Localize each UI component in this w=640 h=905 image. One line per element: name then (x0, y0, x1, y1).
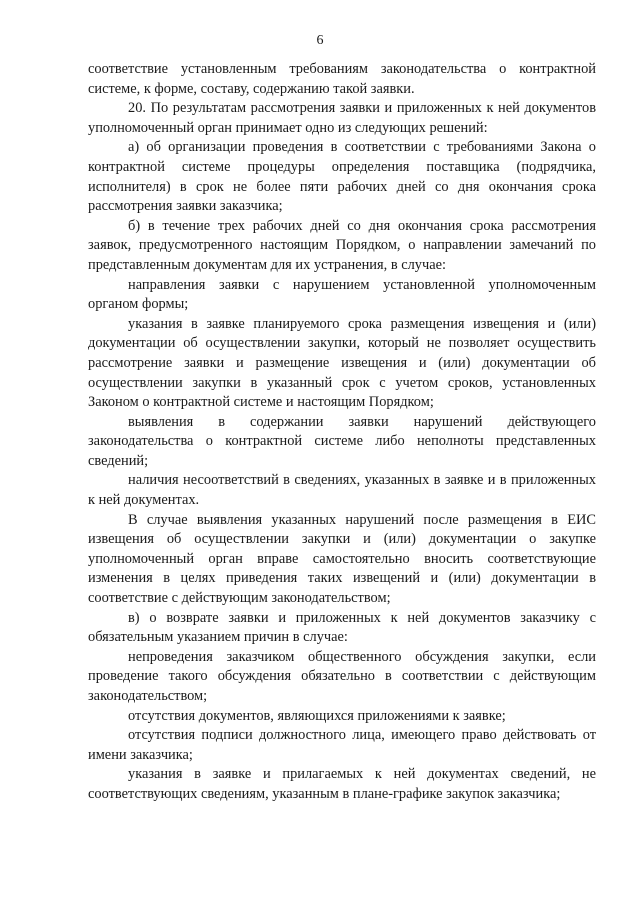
paragraph: В случае выявления указанных нарушений после размещения в ЕИС извещения об осуществлении закупки и (или) документации о закупке уполномоченный орган вправе самостоятельно вносить соответствующие изменения в целях приведения таких извещений и (или) документации в соответствие с действующим законодательством; (88, 511, 596, 607)
paragraph: отсутствия подписи должностного лица, имеющего право действовать от имени заказчика; (88, 727, 596, 763)
page-number: 6 (316, 33, 324, 48)
paragraph: непроведения заказчиком общественного обсуждения закупки, если проведение такого обсуждения обязательно в соответствии с действующим законодательством; (88, 648, 596, 704)
document-body (88, 60, 596, 805)
paragraph: б) в течение трех рабочих дней со дня окончания срока рассмотрения заявок, предусмотренного настоящим Порядком, о направлении замечаний по представленным документам для их устранения, в случае: (88, 217, 596, 273)
paragraph: отсутствия документов, являющихся приложениями к заявке; (128, 707, 506, 724)
paragraph: а) об организации проведения в соответствии с требованиями Закона о контрактной системе процедуры определения поставщика (подрядчика, исполнителя) в срок не более пяти рабочих дней со дня окончания срока рассмотрения заявки заказчика; (88, 139, 596, 215)
paragraph: направления заявки с нарушением установленной уполномоченным органом формы; (88, 276, 596, 313)
paragraph: указания в заявке и прилагаемых к ней документах сведений, не соответствующих сведениям, указанным в плане-графике закупок заказчика; (88, 766, 596, 802)
paragraph: выявления в содержании заявки нарушений действующего законодательства о контрактной системе либо неполноты представленных сведений; (88, 413, 596, 469)
paragraph: указания в заявке планируемого срока размещения извещения и (или) документации об осуществлении закупки, который не позволяет осуществить рассмотрение заявки и размещение извещения и (или) документации об осуществлении закупки в указанный срок с учетом сроков, установленных Законом о контрактной системе и настоящим Порядком; (88, 315, 596, 411)
paragraph: наличия несоответствий в сведениях, указанных в заявке и в приложенных к ней документах. (88, 472, 596, 509)
paragraph: в) о возврате заявки и приложенных к ней документов заказчику с обязательным указанием причин в случае: (88, 609, 596, 646)
paragraph: соответствие установленным требованиям законодательства о контрактной системе, к форме, составу, содержанию такой заявки. (88, 61, 596, 97)
paragraph: 20. По результатам рассмотрения заявки и приложенных к ней документов уполномоченный орган принимает одно из следующих решений: (88, 100, 596, 136)
